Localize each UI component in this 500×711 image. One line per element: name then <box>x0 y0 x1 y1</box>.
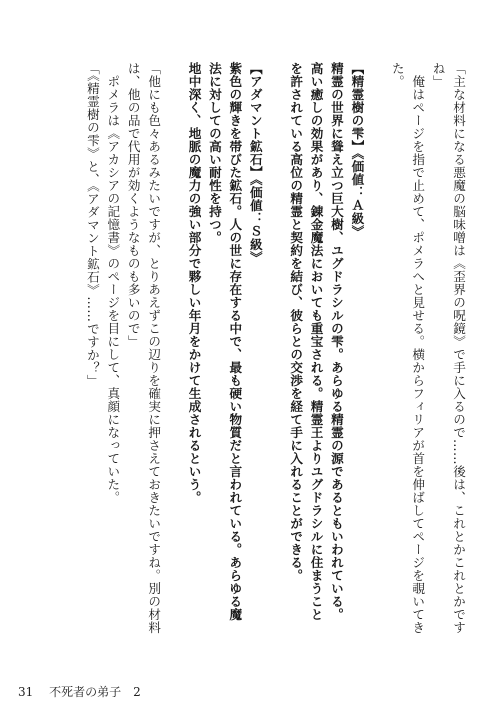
text-line: ね」 <box>430 62 446 88</box>
paragraph-gap <box>366 62 386 622</box>
text-line: は、他の品で代用が効くようなものも多いので」 <box>125 62 141 348</box>
text-line: 「他にも色々あるみたいですが、とりあえずこの辺りを確実に押さえておきたいですね。別の材料 <box>146 62 162 634</box>
book-title: 不死者の弟子 2 <box>49 685 141 699</box>
text-line: 俺はページを指で止めて、ポメラへと見せる。横からフィリアが首を伸ばしてページを覗いてき <box>410 62 426 634</box>
text-line: た。 <box>389 62 405 88</box>
page-number: 31 <box>18 685 34 699</box>
paragraph-gap <box>265 62 285 622</box>
page-footer <box>18 683 141 700</box>
item-description-line: 地中深く、地脈の魔力の強い部分で夥しい年月をかけて生成されるという。 <box>186 62 202 504</box>
item-description-line: 法に対しての高い耐性を持つ。 <box>206 62 222 244</box>
text-line: 「《精霊樹の雫》と、《アダマント鉱石》……ですか？」 <box>84 62 100 388</box>
item-description-line: 紫色の輝きを帯びた鉱石。人の世に存在する中で、最も硬い物質だと言われている。あらゆる魔 <box>227 62 243 621</box>
vertical-text-body <box>82 62 469 634</box>
paragraph-gap <box>163 62 183 622</box>
text-line: ポメラは《アカシアの記憶書》のページを目にして、真顔になっていた。 <box>105 62 121 504</box>
item-description-line: 【アダマント鉱石】《価値：Ｓ級》 <box>247 62 263 264</box>
item-description-line: 高い癒しの効果があり、錬金魔法においても重宝される。精霊王よりユグドラシルに住まうこと <box>308 62 324 621</box>
item-description-line: 【精霊樹の雫】《価値：Ａ級》 <box>349 62 365 238</box>
item-description-line: を許されている高位の精霊と契約を結び、彼らとの交渉を経て手に入れることができる。 <box>288 62 304 582</box>
text-line: 「主な材料になる悪魔の脳味噌は《歪界の呪鏡》で手に入るので……後は、これとかこれとかです <box>451 62 466 634</box>
item-description-line: 精霊の世界に聳え立つ巨大樹、ユグドラシルの雫。あらゆる精霊の源であるともいわれている。 <box>328 62 344 621</box>
